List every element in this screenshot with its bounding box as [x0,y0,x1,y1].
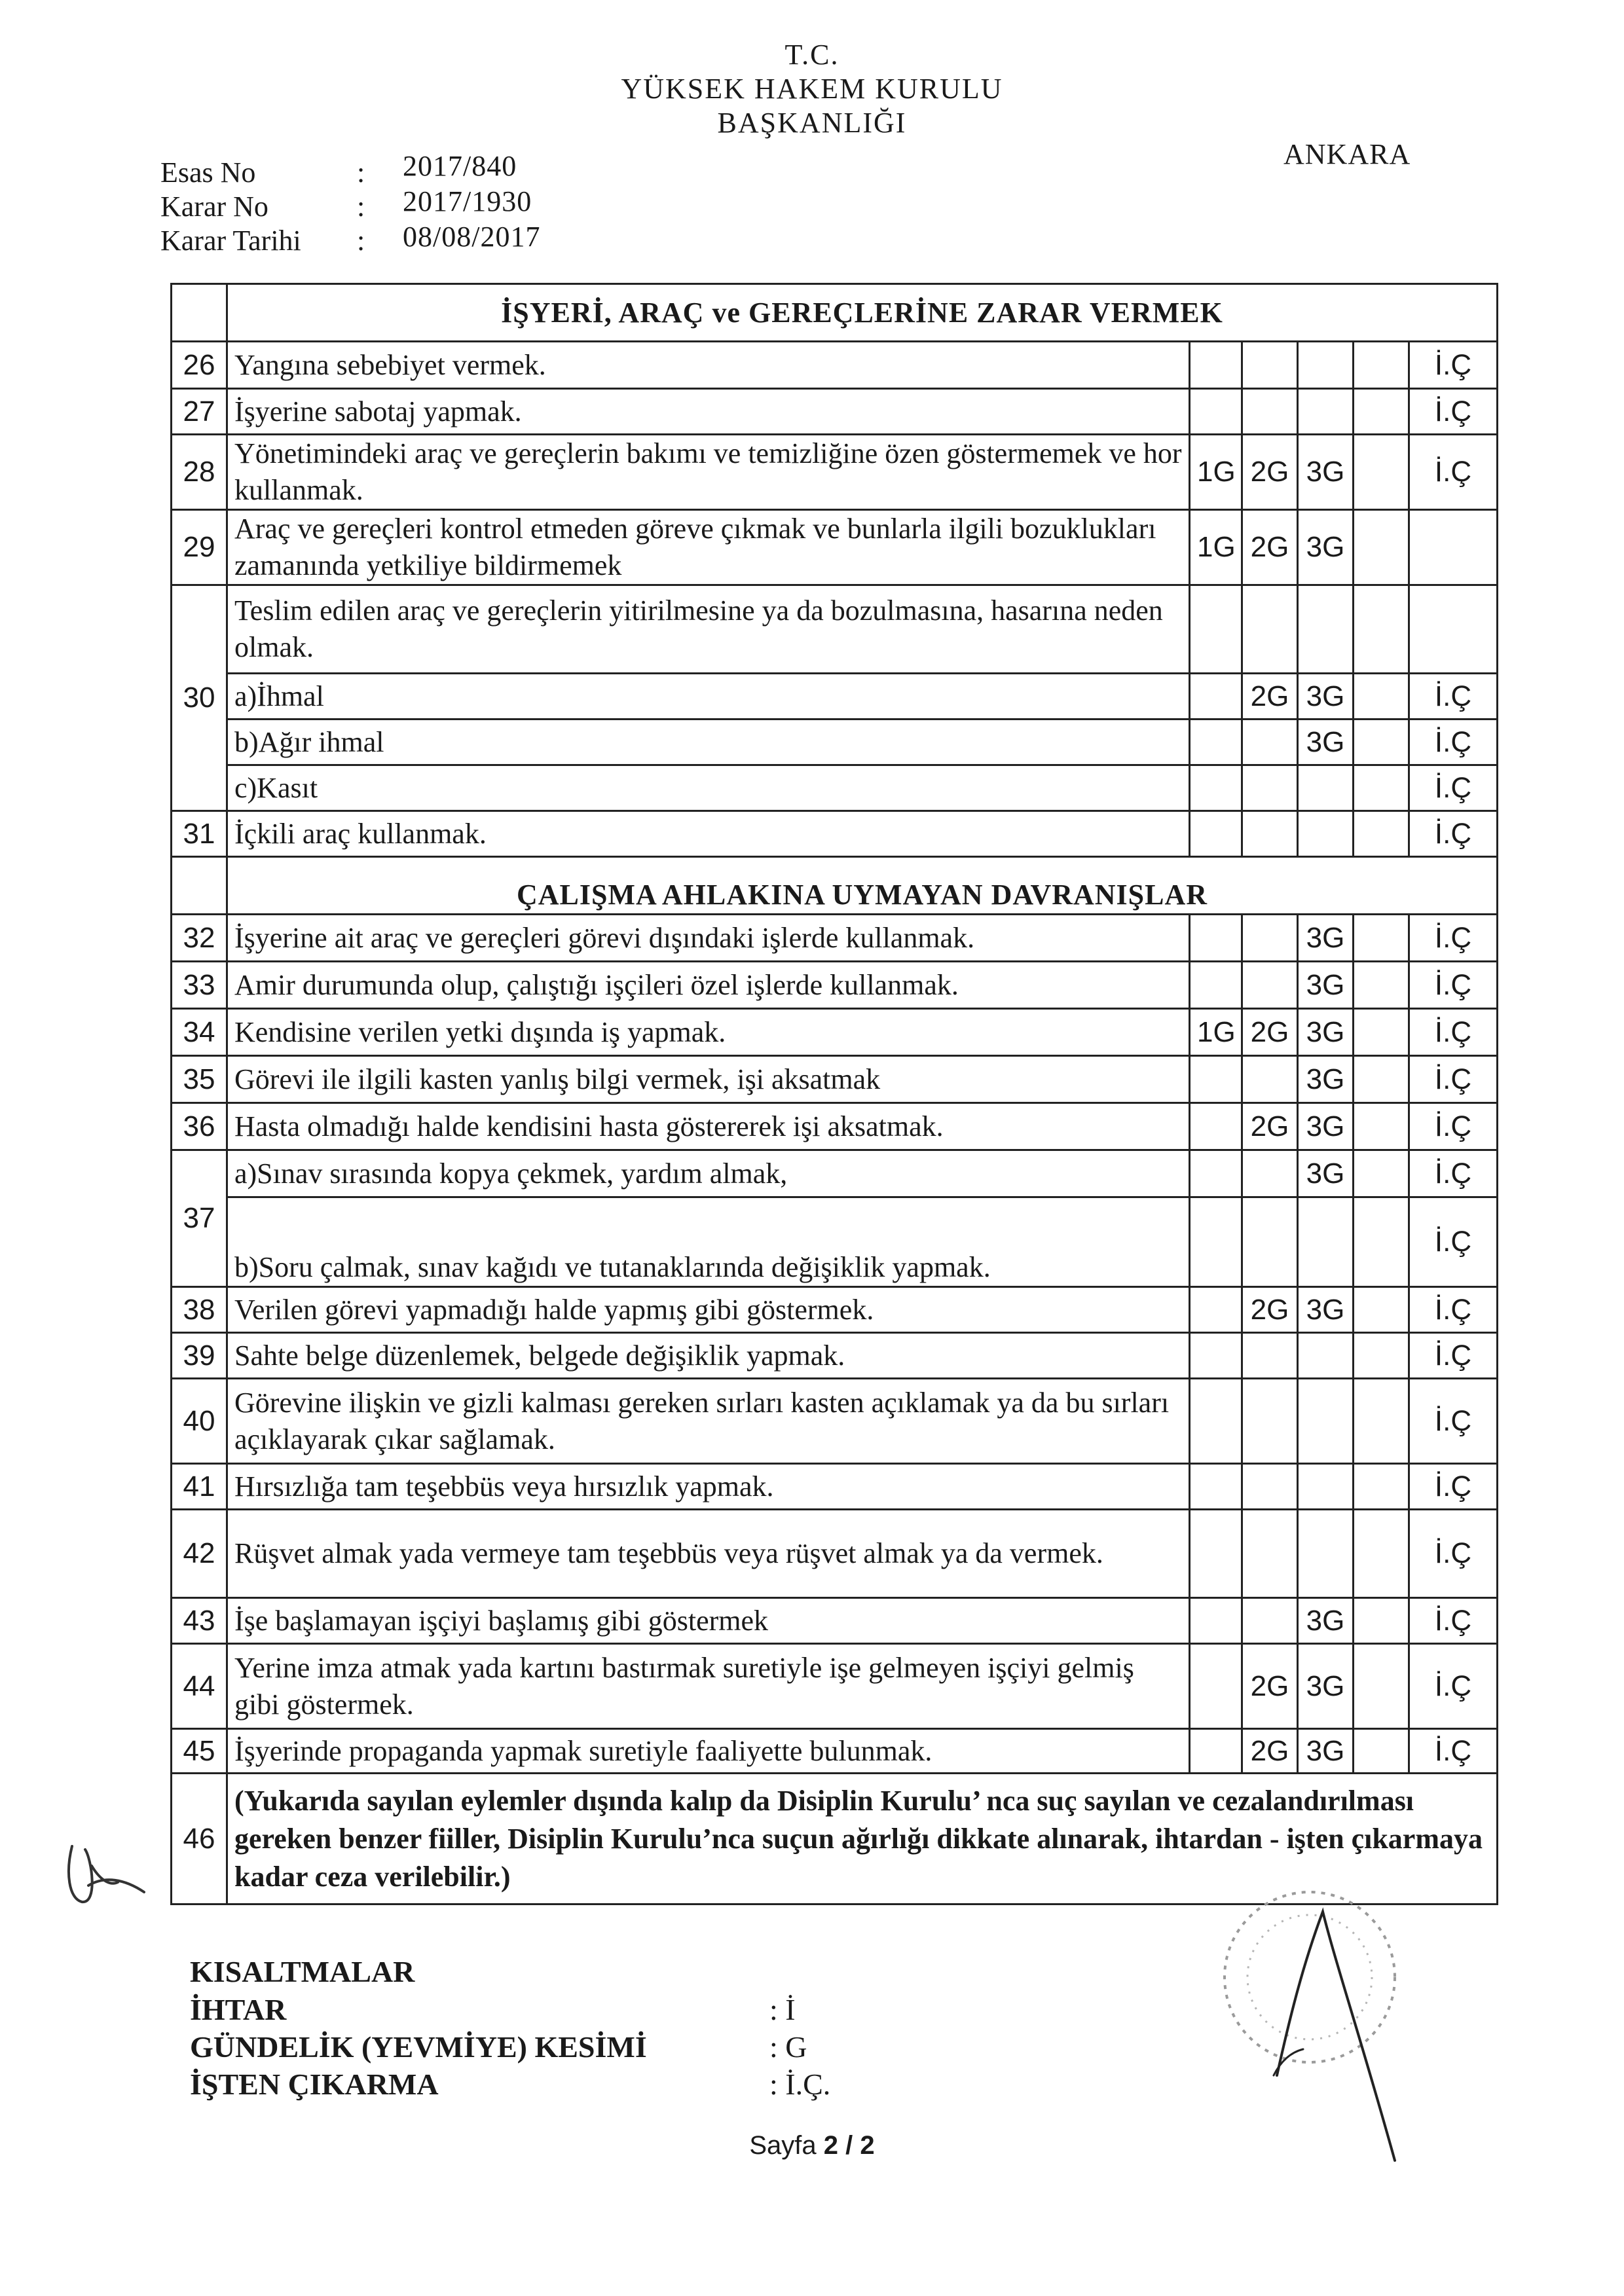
penalty-2: 2G [1242,1644,1298,1729]
row-text: b)Soru çalmak, sınav kağıdı ve tutanaklarında değişiklik yapmak. [227,1197,1190,1287]
header-city: ANKARA [1283,138,1411,170]
row-number: 31 [172,811,227,857]
section-header-row [172,857,1498,915]
penalty-2 [1242,811,1298,857]
row-text: a)İhmal [227,674,1190,720]
penalty-dismissal: İ.Ç [1409,1056,1498,1103]
penalty-empty [1354,510,1409,585]
penalty-2 [1242,1464,1298,1510]
penalty-empty [1354,1056,1409,1103]
penalty-1 [1190,674,1242,720]
row-number: 43 [172,1598,227,1644]
page-number-prefix: Sayfa [749,2131,824,2160]
penalty-dismissal: İ.Ç [1409,342,1498,389]
table-row [172,962,1498,1009]
table-row [172,1103,1498,1150]
penalty-2: 2G [1242,1009,1298,1056]
penalty-empty [1354,1729,1409,1774]
penalty-2 [1242,915,1298,962]
penalty-dismissal: İ.Ç [1409,1464,1498,1510]
penalty-empty [1354,1379,1409,1464]
row-text: İşyerine ait araç ve gereçleri görevi dışındaki işlerde kullanmak. [227,915,1190,962]
header-tc: T.C. [784,39,840,71]
penalty-1: 1G [1190,510,1242,585]
penalty-empty [1354,1103,1409,1150]
penalty-empty [1354,1150,1409,1197]
abbr-value-gundelik: : G [769,2030,807,2064]
meta-label-esas-no: Esas No [160,156,256,189]
penalty-3: 3G [1298,915,1354,962]
abbr-label-ihtar: İHTAR [190,1993,287,2026]
table-row [172,1150,1498,1197]
penalty-empty [1354,915,1409,962]
meta-label-karar-no: Karar No [160,191,268,223]
row-number: 36 [172,1103,227,1150]
penalty-2: 2G [1242,1103,1298,1150]
table-row [172,1774,1498,1904]
penalty-dismissal: İ.Ç [1409,674,1498,720]
penalty-dismissal: İ.Ç [1409,962,1498,1009]
table-row [172,342,1498,389]
penalty-3: 3G [1298,674,1354,720]
meta-label-karar-tarihi: Karar Tarihi [160,225,301,257]
row-number: 44 [172,1644,227,1729]
table-row [172,1333,1498,1379]
penalty-1 [1190,389,1242,435]
row-text: (Yukarıda sayılan eylemler dışında kalıp da Disiplin Kurulu’ nca suç sayılan ve cezalandırılması gereken benzer fiiller, Disiplin Kurulu’nca suçun ağırlığı dikkate alınarak, ihtardan - işten çıkarmaya kadar ceza verilebilir.) [227,1774,1498,1904]
penalty-dismissal: İ.Ç [1409,765,1498,811]
meta-colon: : [357,191,365,223]
penalty-3: 3G [1298,1009,1354,1056]
table-row [172,1379,1498,1464]
discipline-table [170,283,1498,1905]
penalty-3 [1298,342,1354,389]
row-number: 35 [172,1056,227,1103]
penalty-1 [1190,1510,1242,1598]
penalty-3 [1298,811,1354,857]
row-text: Yerine imza atmak yada kartını bastırmak suretiyle işe gelmeyen işçiyi gelmiş gibi göstermek. [227,1644,1190,1729]
penalty-empty [1354,1510,1409,1598]
row-text: İşe başlamayan işçiyi başlamış gibi göstermek [227,1598,1190,1644]
penalty-2 [1242,765,1298,811]
penalty-2: 2G [1242,1729,1298,1774]
row-text: İçkili araç kullanmak. [227,811,1190,857]
table-row [172,1729,1498,1774]
row-number: 33 [172,962,227,1009]
abbr-label-isten-cikarma: İŞTEN ÇIKARMA [190,2068,439,2101]
penalty-2 [1242,1510,1298,1598]
penalty-dismissal: İ.Ç [1409,1729,1498,1774]
row-number: 28 [172,435,227,510]
penalty-dismissal [1409,510,1498,585]
header-department: BAŞKANLIĞI [717,107,907,139]
table-row [172,389,1498,435]
penalty-dismissal: İ.Ç [1409,1103,1498,1150]
initials-mark-icon [52,1820,157,1918]
penalty-1: 1G [1190,435,1242,510]
penalty-dismissal: İ.Ç [1409,1510,1498,1598]
penalty-dismissal: İ.Ç [1409,435,1498,510]
table-row [172,811,1498,857]
penalty-1 [1190,720,1242,765]
penalty-2 [1242,1197,1298,1287]
section-title: ÇALIŞMA AHLAKINA UYMAYAN DAVRANIŞLAR [227,857,1498,915]
penalty-empty [1354,720,1409,765]
table-row [172,510,1498,585]
page-number-value: 2 / 2 [823,2131,875,2160]
row-number: 39 [172,1333,227,1379]
penalty-empty [1354,1009,1409,1056]
penalty-1 [1190,1464,1242,1510]
table-cell [172,857,227,915]
penalty-empty [1354,585,1409,674]
penalty-empty [1354,389,1409,435]
penalty-2: 2G [1242,674,1298,720]
penalty-empty [1354,1333,1409,1379]
penalty-3: 3G [1298,1287,1354,1333]
row-text: Amir durumunda olup, çalıştığı işçileri özel işlerde kullanmak. [227,962,1190,1009]
row-number: 46 [172,1774,227,1904]
penalty-1: 1G [1190,1009,1242,1056]
penalty-empty [1354,765,1409,811]
header-institution: YÜKSEK HAKEM KURULU [621,73,1003,105]
row-text: Hırsızlığa tam teşebbüs veya hırsızlık yapmak. [227,1464,1190,1510]
penalty-1 [1190,1197,1242,1287]
penalty-empty [1354,1464,1409,1510]
meta-value-esas-no: 2017/840 [403,150,517,182]
table-row [172,1510,1498,1598]
table-row [172,1598,1498,1644]
penalty-3 [1298,389,1354,435]
penalty-1 [1190,962,1242,1009]
penalty-2 [1242,720,1298,765]
penalty-dismissal: İ.Ç [1409,1644,1498,1729]
table-row [172,720,1498,765]
abbr-value-isten-cikarma: : İ.Ç. [769,2068,831,2101]
penalty-2 [1242,342,1298,389]
penalty-1 [1190,1287,1242,1333]
penalty-2 [1242,1333,1298,1379]
row-text: Rüşvet almak yada vermeye tam teşebbüs veya rüşvet almak ya da vermek. [227,1510,1190,1598]
penalty-empty [1354,1598,1409,1644]
section-title: İŞYERİ, ARAÇ ve GEREÇLERİNE ZARAR VERMEK [227,284,1498,342]
penalty-1 [1190,811,1242,857]
penalty-dismissal [1409,585,1498,674]
table-row [172,1197,1498,1287]
row-number: 37 [172,1150,227,1287]
table-row [172,1644,1498,1729]
penalty-2 [1242,585,1298,674]
row-text: Yangına sebebiyet vermek. [227,342,1190,389]
row-text: Verilen görevi yapmadığı halde yapmış gibi göstermek. [227,1287,1190,1333]
meta-colon: : [357,225,365,257]
meta-colon: : [357,156,365,189]
penalty-3: 3G [1298,1056,1354,1103]
row-text: Görevine ilişkin ve gizli kalması gereken sırları kasten açıklamak ya da bu sırları açıklayarak çıkar sağlamak. [227,1379,1190,1464]
penalty-empty [1354,962,1409,1009]
penalty-3: 3G [1298,1150,1354,1197]
penalty-2 [1242,389,1298,435]
section-header-row [172,284,1498,342]
table-cell [172,284,227,342]
penalty-2: 2G [1242,435,1298,510]
penalty-1 [1190,1379,1242,1464]
penalty-empty [1354,435,1409,510]
table-row [172,765,1498,811]
penalty-2: 2G [1242,1287,1298,1333]
penalty-3 [1298,1197,1354,1287]
penalty-empty [1354,811,1409,857]
penalty-empty [1354,674,1409,720]
penalty-1 [1190,1056,1242,1103]
penalty-2 [1242,1598,1298,1644]
penalty-3: 3G [1298,1644,1354,1729]
penalty-3 [1298,1333,1354,1379]
penalty-3: 3G [1298,1729,1354,1774]
row-text: c)Kasıt [227,765,1190,811]
row-number: 34 [172,1009,227,1056]
row-text: İşyerine sabotaj yapmak. [227,389,1190,435]
table-row [172,585,1498,674]
row-text: Sahte belge düzenlemek, belgede değişiklik yapmak. [227,1333,1190,1379]
penalty-1 [1190,342,1242,389]
penalty-dismissal: İ.Ç [1409,1287,1498,1333]
penalty-1 [1190,1103,1242,1150]
table-row [172,1287,1498,1333]
penalty-2 [1242,1379,1298,1464]
penalty-empty [1354,1644,1409,1729]
penalty-dismissal: İ.Ç [1409,389,1498,435]
penalty-dismissal: İ.Ç [1409,1009,1498,1056]
penalty-empty [1354,1197,1409,1287]
penalty-1 [1190,585,1242,674]
penalty-3 [1298,1379,1354,1464]
penalty-1 [1190,765,1242,811]
row-number: 40 [172,1379,227,1464]
row-number: 42 [172,1510,227,1598]
row-number: 27 [172,389,227,435]
penalty-1 [1190,1598,1242,1644]
row-number: 26 [172,342,227,389]
row-number: 41 [172,1464,227,1510]
row-number: 30 [172,585,227,811]
table-row [172,435,1498,510]
penalty-dismissal: İ.Ç [1409,1333,1498,1379]
penalty-dismissal: İ.Ç [1409,811,1498,857]
penalty-3: 3G [1298,720,1354,765]
penalty-3: 3G [1298,962,1354,1009]
row-number: 32 [172,915,227,962]
row-text: Araç ve gereçleri kontrol etmeden göreve çıkmak ve bunlarla ilgili bozuklukları zamanında yetkiliye bildirmemek [227,510,1190,585]
row-text: b)Ağır ihmal [227,720,1190,765]
penalty-3: 3G [1298,1103,1354,1150]
table-row [172,1009,1498,1056]
penalty-1 [1190,1644,1242,1729]
penalty-2 [1242,962,1298,1009]
penalty-dismissal: İ.Ç [1409,1379,1498,1464]
penalty-dismissal: İ.Ç [1409,1598,1498,1644]
penalty-dismissal: İ.Ç [1409,1197,1498,1287]
penalty-2 [1242,1056,1298,1103]
penalty-1 [1190,1150,1242,1197]
table-row [172,915,1498,962]
penalty-empty [1354,342,1409,389]
row-text: a)Sınav sırasında kopya çekmek, yardım almak, [227,1150,1190,1197]
abbreviations-title: KISALTMALAR [190,1955,415,1988]
penalty-empty [1354,1287,1409,1333]
penalty-2 [1242,1150,1298,1197]
row-text: Hasta olmadığı halde kendisini hasta göstererek işi aksatmak. [227,1103,1190,1150]
meta-value-karar-no: 2017/1930 [403,185,532,217]
row-text: Kendisine verilen yetki dışında iş yapmak. [227,1009,1190,1056]
row-text: Yönetimindeki araç ve gereçlerin bakımı ve temizliğine özen göstermemek ve hor kullanmak. [227,435,1190,510]
row-number: 29 [172,510,227,585]
penalty-3: 3G [1298,1598,1354,1644]
penalty-3 [1298,765,1354,811]
penalty-3 [1298,1464,1354,1510]
table-row [172,674,1498,720]
row-number: 38 [172,1287,227,1333]
penalty-2: 2G [1242,510,1298,585]
page-number [0,2131,1624,2160]
abbr-value-ihtar: : İ [769,1993,796,2026]
penalty-1 [1190,915,1242,962]
abbr-label-gundelik: GÜNDELİK (YEVMİYE) KESİMİ [190,2030,647,2064]
penalty-1 [1190,1729,1242,1774]
penalty-dismissal: İ.Ç [1409,1150,1498,1197]
penalty-3: 3G [1298,435,1354,510]
row-number: 45 [172,1729,227,1774]
penalty-3 [1298,585,1354,674]
row-text: Görevi ile ilgili kasten yanlış bilgi vermek, işi aksatmak [227,1056,1190,1103]
penalty-3 [1298,1510,1354,1598]
meta-value-karar-tarihi: 08/08/2017 [403,221,541,253]
row-text: Teslim edilen araç ve gereçlerin yitirilmesine ya da bozulmasına, hasarına neden olmak. [227,585,1190,674]
penalty-3: 3G [1298,510,1354,585]
table-row [172,1464,1498,1510]
penalty-dismissal: İ.Ç [1409,915,1498,962]
table-row [172,1056,1498,1103]
penalty-dismissal: İ.Ç [1409,720,1498,765]
penalty-1 [1190,1333,1242,1379]
row-text: İşyerinde propaganda yapmak suretiyle faaliyette bulunmak. [227,1729,1190,1774]
